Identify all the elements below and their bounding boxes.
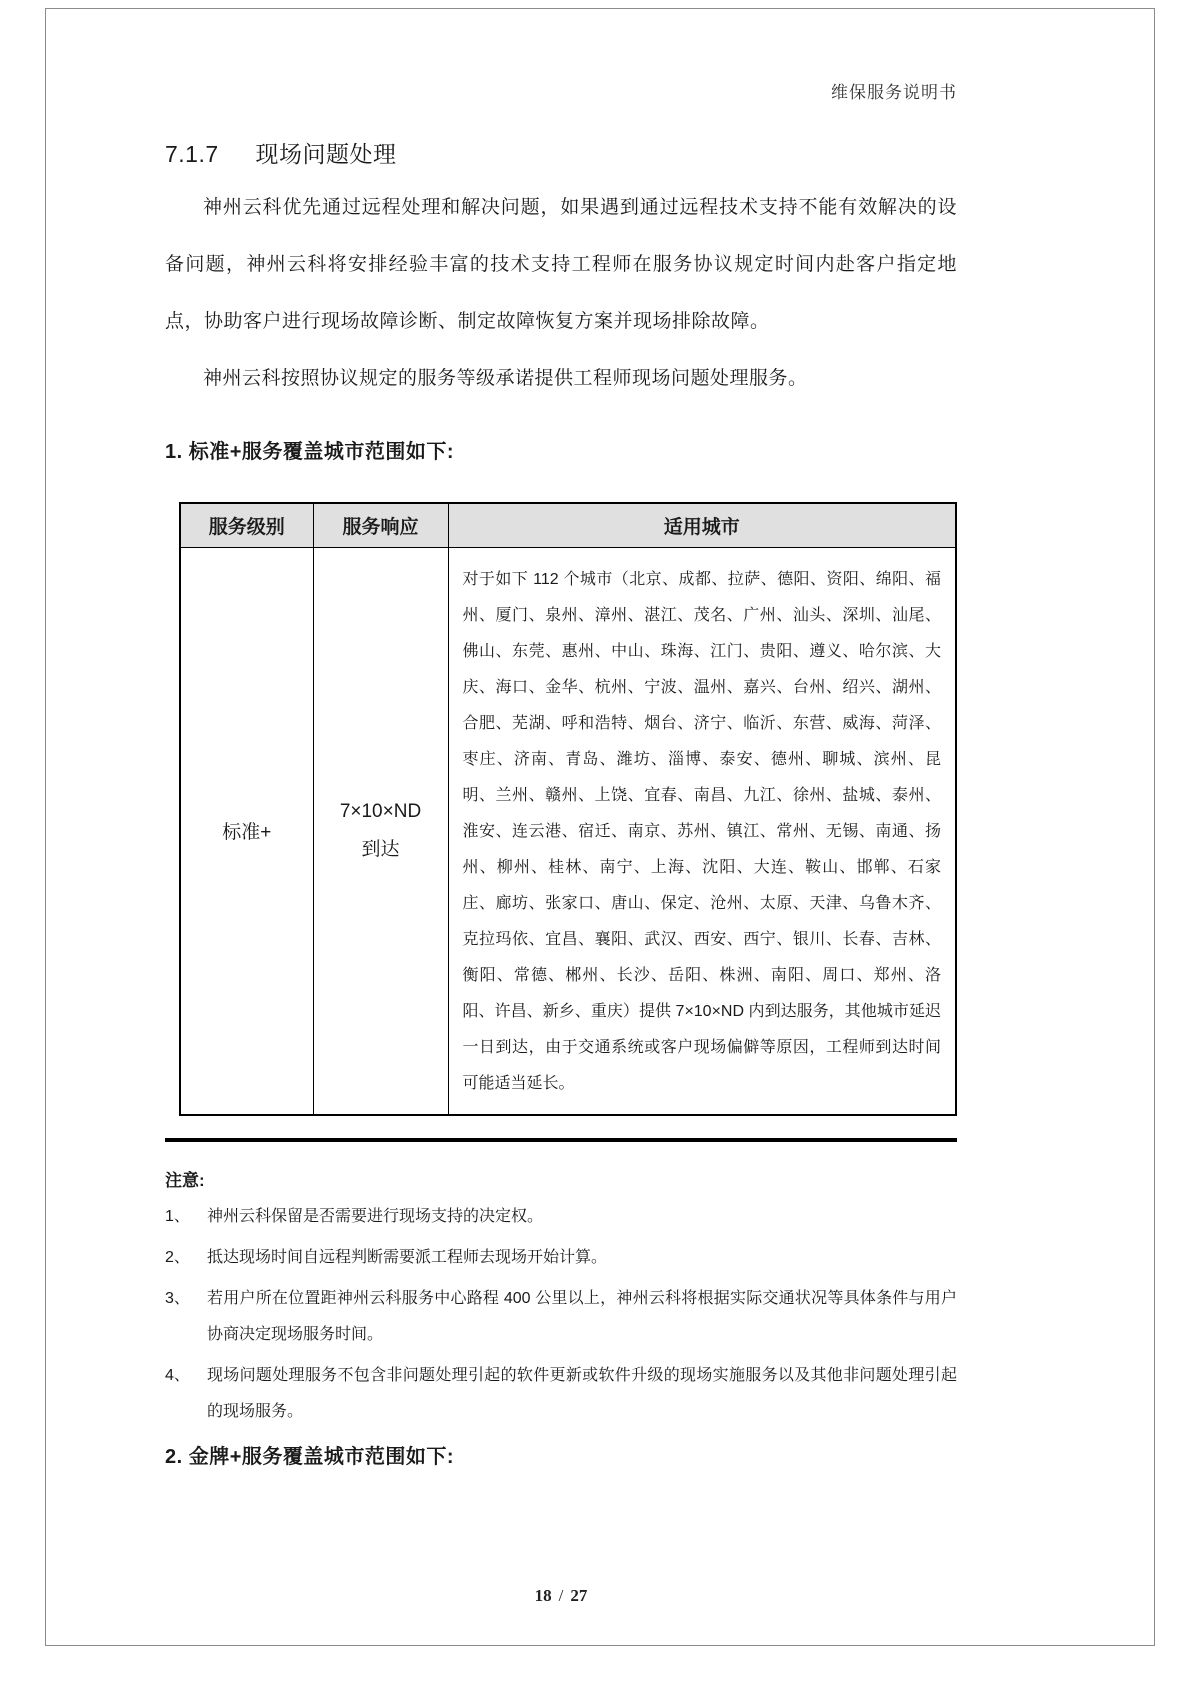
note-number: 2、 [165,1248,190,1266]
header-doc-title: 维保服务说明书 [831,83,957,102]
column-header-service-level: 服务级别 [180,503,313,547]
table-header-row [180,503,956,547]
note-text: 抵达现场时间自远程判断需要派工程师去现场开始计算。 [207,1248,608,1266]
table-row-standard [180,547,956,1115]
service-response-cell [313,547,448,1115]
page-number-total: 27 [570,1586,588,1605]
note-item [165,1358,957,1430]
note-number: 4、 [165,1366,190,1384]
response-arrival: 到达 [361,838,400,860]
page-number-separator: / [558,1586,564,1605]
standard-coverage-heading: 1. 标准+服务覆盖城市范围如下: [165,441,455,463]
gold-coverage-heading: 2. 金牌+服务覆盖城市范围如下: [165,1445,455,1468]
page-header [165,78,957,103]
service-coverage-table [179,502,957,1116]
note-number: 3、 [165,1289,190,1307]
paragraph-commitment: 神州云科按照协议规定的服务等级承诺提供工程师现场问题处理服务。 [203,368,808,389]
notes-section [165,1166,957,1430]
service-level-cell: 标准+ [180,547,313,1115]
note-number: 1、 [165,1207,190,1225]
note-text: 现场问题处理服务不包含非问题处理引起的软件更新或软件升级的现场实施服务以及其他非问题处理引起的现场服务。 [207,1366,957,1420]
section-title: 现场问题处理 [255,141,397,167]
page-number-current: 18 [534,1586,552,1605]
cities-text: 对于如下 112 个城市（北京、成都、拉萨、德阳、资阳、绵阳、福州、厦门、泉州、漳州、湛江、茂名、广州、汕头、深圳、汕尾、佛山、东莞、惠州、中山、珠海、江门、贵阳、遵义、哈尔滨、大庆、海口、金华、杭州、宁波、温州、嘉兴、台州、绍兴、湖州、合肥、芜湖、呼和浩特、烟台、济宁、临沂、东营、威海、菏泽、枣庄、济南、青岛、潍坊、淄博、泰安、德州、聊城、滨州、昆明、兰州、赣州、上饶、宜春、南昌、九江、徐州、盐城、泰州、淮安、连云港、宿迁、南京、苏州、镇江、常州、无锡、南通、扬州、柳州、桂林、南宁、上海、沈阳、大连、鞍山、邯郸、石家庄、廊坊、张家口、唐山、保定、沧州、太原、天津、乌鲁木齐、克拉玛依、宜昌、襄阳、武汉、西安、西宁、银川、长春、吉林、衡阳、常德、郴州、长沙、岳阳、株洲、南阳、周口、郑州、洛阳、许昌、新乡、重庆）提供 7×10×ND 内到达服务，其他城市延迟一日到达，由于交通系统或客户现场偏僻等原因，工程师到达时间可能适当延长。 [462,570,941,1092]
section-number: 7.1.7 [165,141,219,167]
note-item [165,1281,957,1353]
note-text: 神州云科保留是否需要进行现场支持的决定权。 [207,1207,544,1225]
note-text: 若用户所在位置距神州云科服务中心路程 400 公里以上，神州云科将根据实际交通状况等具体条件与用户协商决定现场服务时间。 [207,1289,957,1343]
page-content [165,130,957,1469]
section-heading [165,136,957,169]
column-header-applicable-cities: 适用城市 [448,503,956,547]
note-item [165,1199,957,1235]
notes-title: 注意: [165,1170,205,1190]
note-item [165,1240,957,1276]
page-footer [165,1586,957,1606]
paragraph-intro: 神州云科优先通过远程处理和解决问题，如果遇到通过远程技术支持不能有效解决的设备问题，神州云科将安排经验丰富的技术支持工程师在服务协议规定时间内赴客户指定地点，协助客户进行现场故障诊断、制定故障恢复方案并现场排除故障。 [165,197,957,332]
applicable-cities-cell [448,547,956,1115]
divider-rule [165,1138,957,1142]
response-time: 7×10×ND [339,800,422,822]
column-header-service-response: 服务响应 [313,503,448,547]
